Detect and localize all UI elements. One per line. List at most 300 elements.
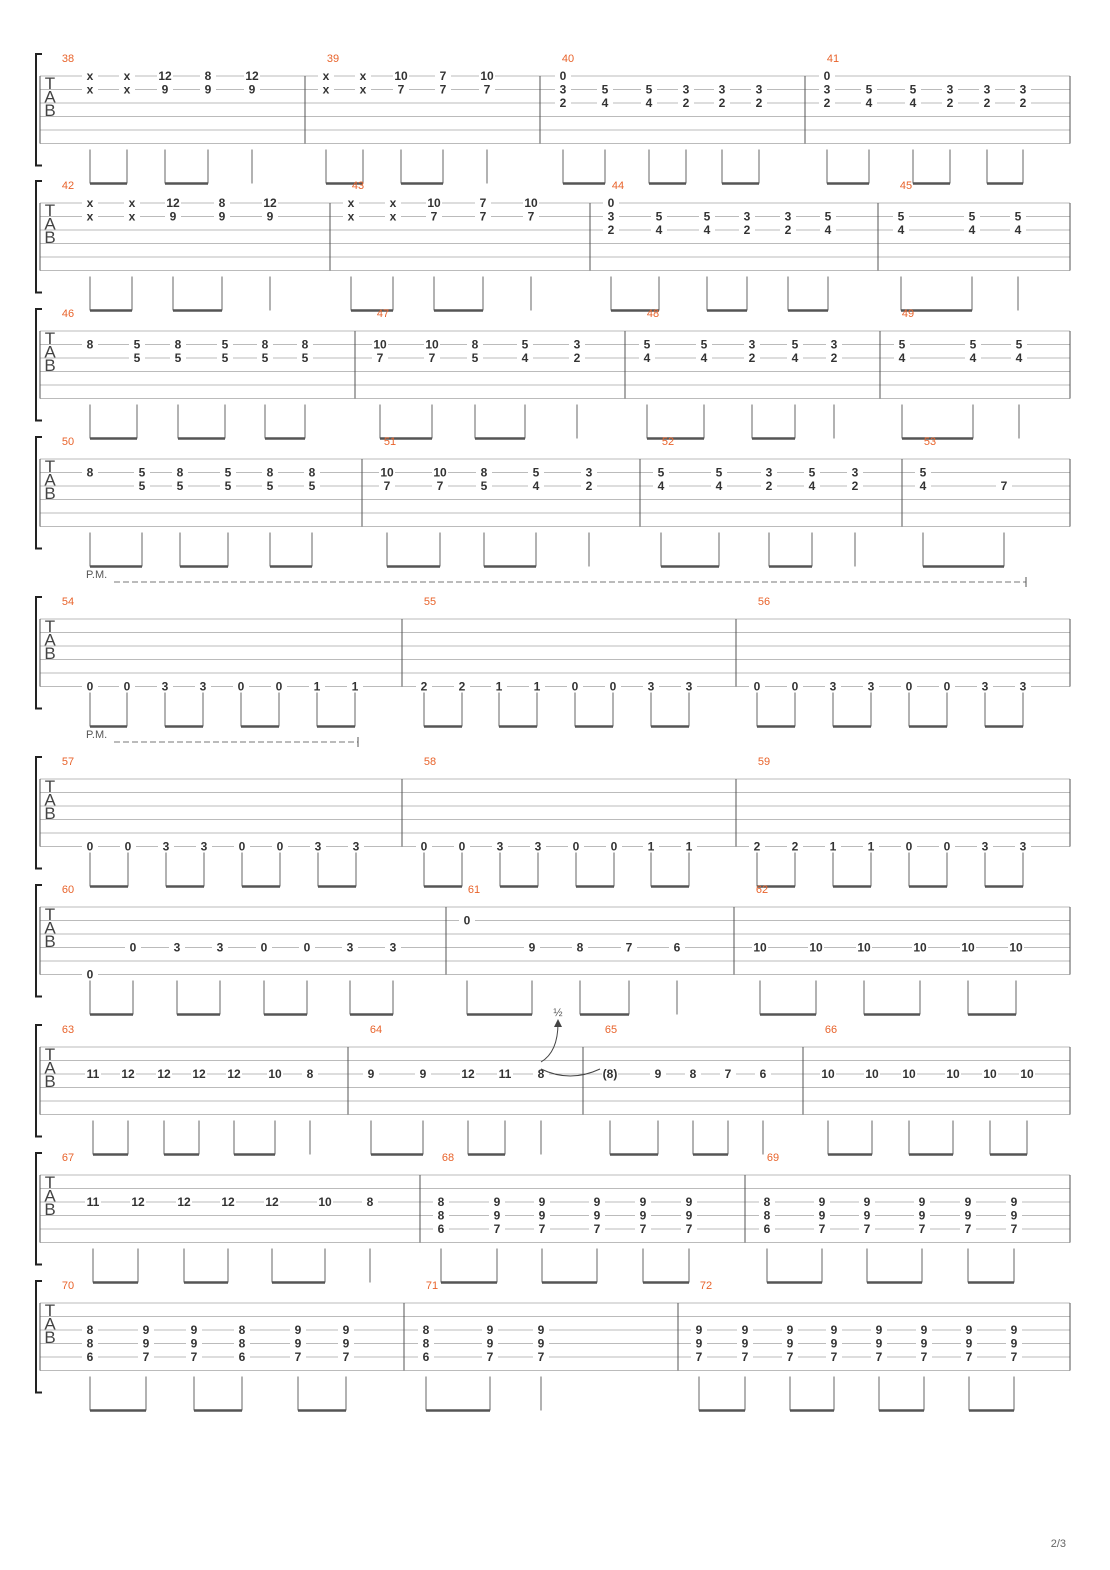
fret-number: 9 — [190, 1336, 198, 1351]
fret-number: 9 — [342, 1336, 350, 1351]
fret-number: 7 — [428, 351, 436, 365]
measure-number: 58 — [423, 756, 437, 768]
tab-letter: B — [44, 644, 56, 663]
fret-number: 0 — [571, 679, 579, 694]
fret-number: 9 — [367, 1067, 375, 1081]
measure-number: 45 — [899, 180, 913, 192]
fret-number: 3 — [162, 839, 170, 854]
fret-number: 4 — [657, 479, 665, 493]
fret-number: (8) — [602, 1067, 618, 1081]
fret-number: 4 — [703, 223, 711, 237]
fret-number: 10 — [809, 940, 823, 955]
fret-number: 10 — [373, 337, 387, 352]
system — [36, 729, 1070, 887]
measure-number: 70 — [61, 1280, 75, 1292]
fret-number: 5 — [657, 465, 665, 480]
fret-number: 3 — [983, 82, 991, 97]
fret-number: 8 — [86, 465, 94, 480]
fret-number: 9 — [593, 1208, 601, 1223]
fret-number: 1 — [647, 839, 655, 854]
fret-number: 9 — [1010, 1208, 1018, 1223]
fret-number: 0 — [607, 196, 615, 210]
fret-number: 9 — [685, 1195, 693, 1209]
fret-number: 0 — [610, 839, 618, 854]
fret-number: 9 — [918, 1195, 926, 1209]
measure-number: 49 — [901, 308, 915, 320]
fret-number: 3 — [200, 839, 208, 854]
measure-number: 38 — [61, 53, 75, 65]
fret-number: 9 — [294, 1323, 302, 1337]
fret-number: 3 — [314, 839, 322, 854]
fret-number: 10 — [268, 1067, 282, 1081]
fret-number: 10 — [902, 1067, 916, 1081]
fret-number: 3 — [765, 465, 773, 480]
fret-number: 4 — [897, 223, 905, 237]
fret-number: x — [347, 209, 355, 224]
fret-number: 7 — [920, 1350, 928, 1364]
fret-number: 8 — [308, 465, 316, 480]
tab-letter: A — [44, 342, 56, 362]
fret-number: 8 — [218, 196, 226, 210]
fret-number: 5 — [645, 82, 653, 97]
fret-number: 0 — [905, 679, 913, 694]
fret-number: 3 — [784, 209, 792, 224]
fret-number: 7 — [918, 1222, 926, 1236]
measure-number: 66 — [824, 1024, 838, 1036]
fret-number: 7 — [439, 69, 447, 83]
fret-number: 7 — [741, 1350, 749, 1364]
measure-number: 43 — [351, 180, 365, 192]
fret-number: 0 — [458, 839, 466, 854]
fret-number: 11 — [86, 1195, 100, 1209]
measure-number: 57 — [61, 756, 75, 768]
fret-number: 7 — [479, 209, 487, 224]
tab-letter: A — [44, 1058, 56, 1078]
fret-number: 7 — [397, 82, 405, 97]
fret-number: x — [128, 196, 136, 210]
fret-number: 8 — [576, 940, 584, 955]
fret-number: 7 — [964, 1222, 972, 1236]
fret-number: 10 — [380, 465, 394, 480]
fret-number: 9 — [493, 1208, 501, 1223]
fret-number: 9 — [161, 82, 169, 97]
fret-number: 9 — [964, 1208, 972, 1223]
fret-number: 8 — [422, 1323, 430, 1337]
fret-number: 5 — [532, 465, 540, 480]
fret-number: 5 — [655, 209, 663, 224]
fret-number: 5 — [224, 479, 232, 493]
fret-number: 6 — [759, 1067, 767, 1081]
system — [36, 884, 1070, 1015]
fret-number: 0 — [86, 679, 94, 694]
measure-number: 39 — [326, 53, 340, 65]
fret-number: 7 — [1010, 1350, 1018, 1364]
fret-number: 8 — [437, 1208, 445, 1223]
fret-number: 3 — [607, 209, 615, 224]
fret-number: 7 — [685, 1222, 693, 1236]
fret-number: 6 — [86, 1350, 94, 1364]
fret-number: 11 — [86, 1067, 100, 1081]
fret-number: 3 — [161, 679, 169, 694]
measure-number: 61 — [467, 884, 481, 896]
fret-number: 7 — [342, 1350, 350, 1364]
fret-number: 8 — [301, 337, 309, 352]
tie — [541, 1069, 600, 1076]
fret-number: 4 — [532, 479, 540, 493]
system-bracket — [36, 1281, 42, 1393]
fret-number: 7 — [830, 1350, 838, 1364]
fret-number: 4 — [643, 351, 651, 365]
fret-number: x — [128, 209, 136, 224]
tab-letter: T — [44, 617, 56, 636]
fret-number: 7 — [294, 1350, 302, 1364]
measure-number: 52 — [661, 436, 675, 448]
system-bracket — [36, 54, 42, 166]
fret-number: 3 — [496, 839, 504, 854]
fret-number: 0 — [943, 679, 951, 694]
fret-number: 3 — [682, 82, 690, 97]
fret-number: 7 — [376, 351, 384, 365]
fret-number: 12 — [227, 1067, 241, 1081]
tab-letter: T — [44, 74, 56, 93]
fret-number: 9 — [695, 1323, 703, 1337]
fret-number: 5 — [643, 337, 651, 352]
fret-number: 9 — [875, 1336, 883, 1351]
fret-number: 8 — [689, 1067, 697, 1081]
fret-number: 5 — [138, 479, 146, 493]
fret-number: 4 — [601, 96, 609, 110]
bend-arrowhead — [554, 1019, 562, 1027]
measure-number: 63 — [61, 1024, 75, 1036]
fret-number: 5 — [601, 82, 609, 97]
fret-number: 3 — [1019, 82, 1027, 97]
fret-number: 5 — [1015, 337, 1023, 352]
fret-number: 3 — [755, 82, 763, 97]
fret-number: 10 — [1009, 940, 1023, 955]
fret-number: 3 — [718, 82, 726, 97]
fret-number: 1 — [495, 679, 503, 694]
fret-number: 9 — [266, 209, 274, 224]
fret-number: 7 — [863, 1222, 871, 1236]
fret-number: 2 — [585, 479, 593, 493]
fret-number: 0 — [420, 839, 428, 854]
tab-letter: B — [44, 804, 56, 823]
tab-letter: T — [44, 1045, 56, 1064]
fret-number: 3 — [685, 679, 693, 694]
tab-letter: B — [44, 101, 56, 120]
fret-number: 5 — [700, 337, 708, 352]
fret-number: 7 — [436, 479, 444, 493]
fret-number: 4 — [969, 351, 977, 365]
fret-number: 9 — [342, 1323, 350, 1337]
fret-number: 5 — [969, 337, 977, 352]
fret-number: 7 — [593, 1222, 601, 1236]
fret-number: 0 — [905, 839, 913, 854]
fret-number: 7 — [486, 1350, 494, 1364]
fret-number: x — [86, 196, 94, 210]
fret-number: 3 — [352, 839, 360, 854]
fret-number: 9 — [248, 82, 256, 97]
fret-number: 9 — [204, 82, 212, 97]
measure-number: 55 — [423, 596, 437, 608]
fret-number: 2 — [748, 351, 756, 365]
fret-number: 5 — [715, 465, 723, 480]
fret-number: 8 — [763, 1195, 771, 1209]
fret-number: 4 — [715, 479, 723, 493]
fret-number: 8 — [176, 465, 184, 480]
system — [36, 1152, 1070, 1283]
system — [36, 308, 1070, 439]
fret-number: 9 — [818, 1195, 826, 1209]
fret-number: 9 — [875, 1323, 883, 1337]
fret-number: 8 — [86, 1336, 94, 1351]
fret-number: 6 — [422, 1350, 430, 1364]
fret-number: 9 — [218, 209, 226, 224]
fret-number: 8 — [266, 465, 274, 480]
fret-number: 9 — [1010, 1195, 1018, 1209]
fret-number: 1 — [533, 679, 541, 694]
fret-number: x — [322, 69, 330, 83]
fret-number: 7 — [965, 1350, 973, 1364]
fret-number: 7 — [875, 1350, 883, 1364]
fret-number: 0 — [572, 839, 580, 854]
fret-number: 3 — [573, 337, 581, 352]
pm-label: P.M. — [86, 729, 108, 741]
fret-number: 9 — [419, 1067, 427, 1081]
fret-number: 5 — [703, 209, 711, 224]
tab-letter: B — [44, 228, 56, 247]
measure-number: 46 — [61, 308, 75, 320]
fret-number: 8 — [471, 337, 479, 352]
fret-number: 0 — [275, 679, 283, 694]
fret-number: 5 — [266, 479, 274, 493]
fret-number: 9 — [685, 1208, 693, 1223]
fret-number: 9 — [528, 940, 536, 955]
tab-letter: T — [44, 1301, 56, 1320]
fret-number: 4 — [919, 479, 927, 493]
fret-number: 5 — [221, 337, 229, 352]
fret-number: 9 — [965, 1336, 973, 1351]
fret-number: 4 — [865, 96, 873, 110]
fret-number: 4 — [655, 223, 663, 237]
fret-number: 3 — [585, 465, 593, 480]
fret-number: 9 — [741, 1336, 749, 1351]
fret-number: 10 — [913, 940, 927, 955]
fret-number: 0 — [86, 967, 94, 982]
fret-number: 5 — [308, 479, 316, 493]
fret-number: 10 — [433, 465, 447, 480]
fret-number: 2 — [851, 479, 859, 493]
fret-number: 12 — [263, 196, 277, 210]
fret-number: 7 — [439, 82, 447, 97]
fret-number: 10 — [425, 337, 439, 352]
tab-letter: A — [44, 1314, 56, 1334]
fret-number: 4 — [700, 351, 708, 365]
fret-number: 10 — [821, 1067, 835, 1081]
fret-number: 7 — [383, 479, 391, 493]
fret-number: 9 — [1010, 1336, 1018, 1351]
measure-number: 40 — [561, 53, 575, 65]
fret-number: 9 — [964, 1195, 972, 1209]
fret-number: 9 — [593, 1195, 601, 1209]
fret-number: 9 — [537, 1336, 545, 1351]
fret-number: x — [123, 69, 131, 83]
fret-number: 7 — [430, 209, 438, 224]
fret-number: 1 — [685, 839, 693, 854]
fret-number: 0 — [943, 839, 951, 854]
fret-number: 5 — [919, 465, 927, 480]
fret-number: 5 — [521, 337, 529, 352]
fret-number: 12 — [158, 69, 172, 83]
fret-number: 10 — [1020, 1067, 1034, 1081]
fret-number: 5 — [221, 351, 229, 365]
fret-number: 2 — [458, 679, 466, 694]
fret-number: 3 — [346, 940, 354, 955]
system-bracket — [36, 757, 42, 869]
measure-number: 71 — [425, 1280, 439, 1292]
system-bracket — [36, 1025, 42, 1137]
measure-number: 48 — [646, 308, 660, 320]
tab-letter: A — [44, 214, 56, 234]
system-bracket — [36, 309, 42, 421]
system-bracket — [36, 437, 42, 549]
fret-number: 5 — [808, 465, 816, 480]
fret-number: 8 — [86, 1323, 94, 1337]
fret-number: 10 — [318, 1195, 332, 1209]
measure-number: 51 — [383, 436, 397, 448]
fret-number: 2 — [791, 839, 799, 854]
fret-number: 0 — [463, 913, 471, 928]
fret-number: 9 — [830, 1323, 838, 1337]
fret-number: 0 — [303, 940, 311, 955]
fret-number: 3 — [647, 679, 655, 694]
fret-number: 7 — [190, 1350, 198, 1364]
fret-number: x — [86, 209, 94, 224]
tab-letter: A — [44, 1186, 56, 1206]
fret-number: 0 — [123, 679, 131, 694]
fret-number: 0 — [823, 69, 831, 83]
fret-number: 9 — [486, 1336, 494, 1351]
measure-number: 60 — [61, 884, 75, 896]
fret-number: 3 — [830, 337, 838, 352]
fret-number: 12 — [121, 1067, 135, 1081]
fret-number: 0 — [609, 679, 617, 694]
fret-number: 8 — [537, 1067, 545, 1081]
measure-number: 53 — [923, 436, 937, 448]
fret-number: 10 — [983, 1067, 997, 1081]
fret-number: 9 — [486, 1323, 494, 1337]
fret-number: 3 — [748, 337, 756, 352]
tab-letter: A — [44, 630, 56, 650]
system-bracket — [36, 181, 42, 293]
system-bracket — [36, 597, 42, 709]
system — [36, 180, 1070, 311]
tab-letter: T — [44, 1173, 56, 1192]
fret-number: 8 — [422, 1336, 430, 1351]
fret-number: 5 — [909, 82, 917, 97]
fret-number: 3 — [1019, 679, 1027, 694]
fret-number: 7 — [1010, 1222, 1018, 1236]
fret-number: 2 — [559, 96, 567, 110]
fret-number: 6 — [437, 1222, 445, 1236]
measure-number: 54 — [61, 596, 75, 608]
fret-number: 7 — [786, 1350, 794, 1364]
measure-number: 64 — [369, 1024, 383, 1036]
system — [36, 436, 1070, 567]
fret-number: 5 — [301, 351, 309, 365]
fret-number: 9 — [920, 1336, 928, 1351]
fret-number: 10 — [961, 940, 975, 955]
fret-number: 7 — [625, 940, 633, 955]
fret-number: 8 — [204, 69, 212, 83]
measure-number: 50 — [61, 436, 75, 448]
tab-letter: B — [44, 356, 56, 375]
fret-number: 12 — [157, 1067, 171, 1081]
measure-number: 56 — [757, 596, 771, 608]
fret-number: 7 — [483, 82, 491, 97]
fret-number: 3 — [389, 940, 397, 955]
fret-number: 5 — [174, 351, 182, 365]
fret-number: 5 — [176, 479, 184, 493]
fret-number: 2 — [1019, 96, 1027, 110]
fret-number: 0 — [129, 940, 137, 955]
fret-number: 7 — [479, 196, 487, 210]
fret-number: 9 — [654, 1067, 662, 1081]
fret-number: 12 — [177, 1195, 191, 1209]
system — [36, 1024, 1070, 1155]
fret-number: 9 — [537, 1323, 545, 1337]
fret-number: 9 — [965, 1323, 973, 1337]
measure-number: 41 — [826, 53, 840, 65]
tab-letter: B — [44, 1328, 56, 1347]
fret-number: 8 — [437, 1195, 445, 1209]
fret-number: 9 — [920, 1323, 928, 1337]
fret-number: 2 — [823, 96, 831, 110]
fret-number: 0 — [238, 839, 246, 854]
fret-number: x — [347, 196, 355, 210]
fret-number: 6 — [238, 1350, 246, 1364]
fret-number: 8 — [238, 1323, 246, 1337]
fret-number: 3 — [534, 839, 542, 854]
fret-number: 0 — [86, 839, 94, 854]
fret-number: 3 — [867, 679, 875, 694]
fret-number: 2 — [743, 223, 751, 237]
fret-number: 11 — [498, 1067, 512, 1081]
fret-number: 10 — [753, 940, 767, 955]
measure-number: 47 — [376, 308, 390, 320]
fret-number: x — [123, 82, 131, 97]
fret-number: 0 — [237, 679, 245, 694]
tab-letter: A — [44, 87, 56, 107]
fret-number: 5 — [898, 337, 906, 352]
tab-letter: A — [44, 470, 56, 490]
fret-number: 7 — [142, 1350, 150, 1364]
fret-number: 0 — [124, 839, 132, 854]
fret-number: 0 — [559, 69, 567, 83]
fret-number: 3 — [199, 679, 207, 694]
measure-number: 44 — [611, 180, 625, 192]
fret-number: 9 — [190, 1323, 198, 1337]
fret-number: 10 — [480, 69, 494, 83]
fret-number: 8 — [763, 1208, 771, 1223]
fret-number: 10 — [857, 940, 871, 955]
system — [36, 53, 1070, 184]
fret-number: 3 — [1019, 839, 1027, 854]
fret-number: 10 — [865, 1067, 879, 1081]
fret-number: 9 — [639, 1195, 647, 1209]
fret-number: 2 — [420, 679, 428, 694]
bend-arrow — [541, 1023, 558, 1062]
